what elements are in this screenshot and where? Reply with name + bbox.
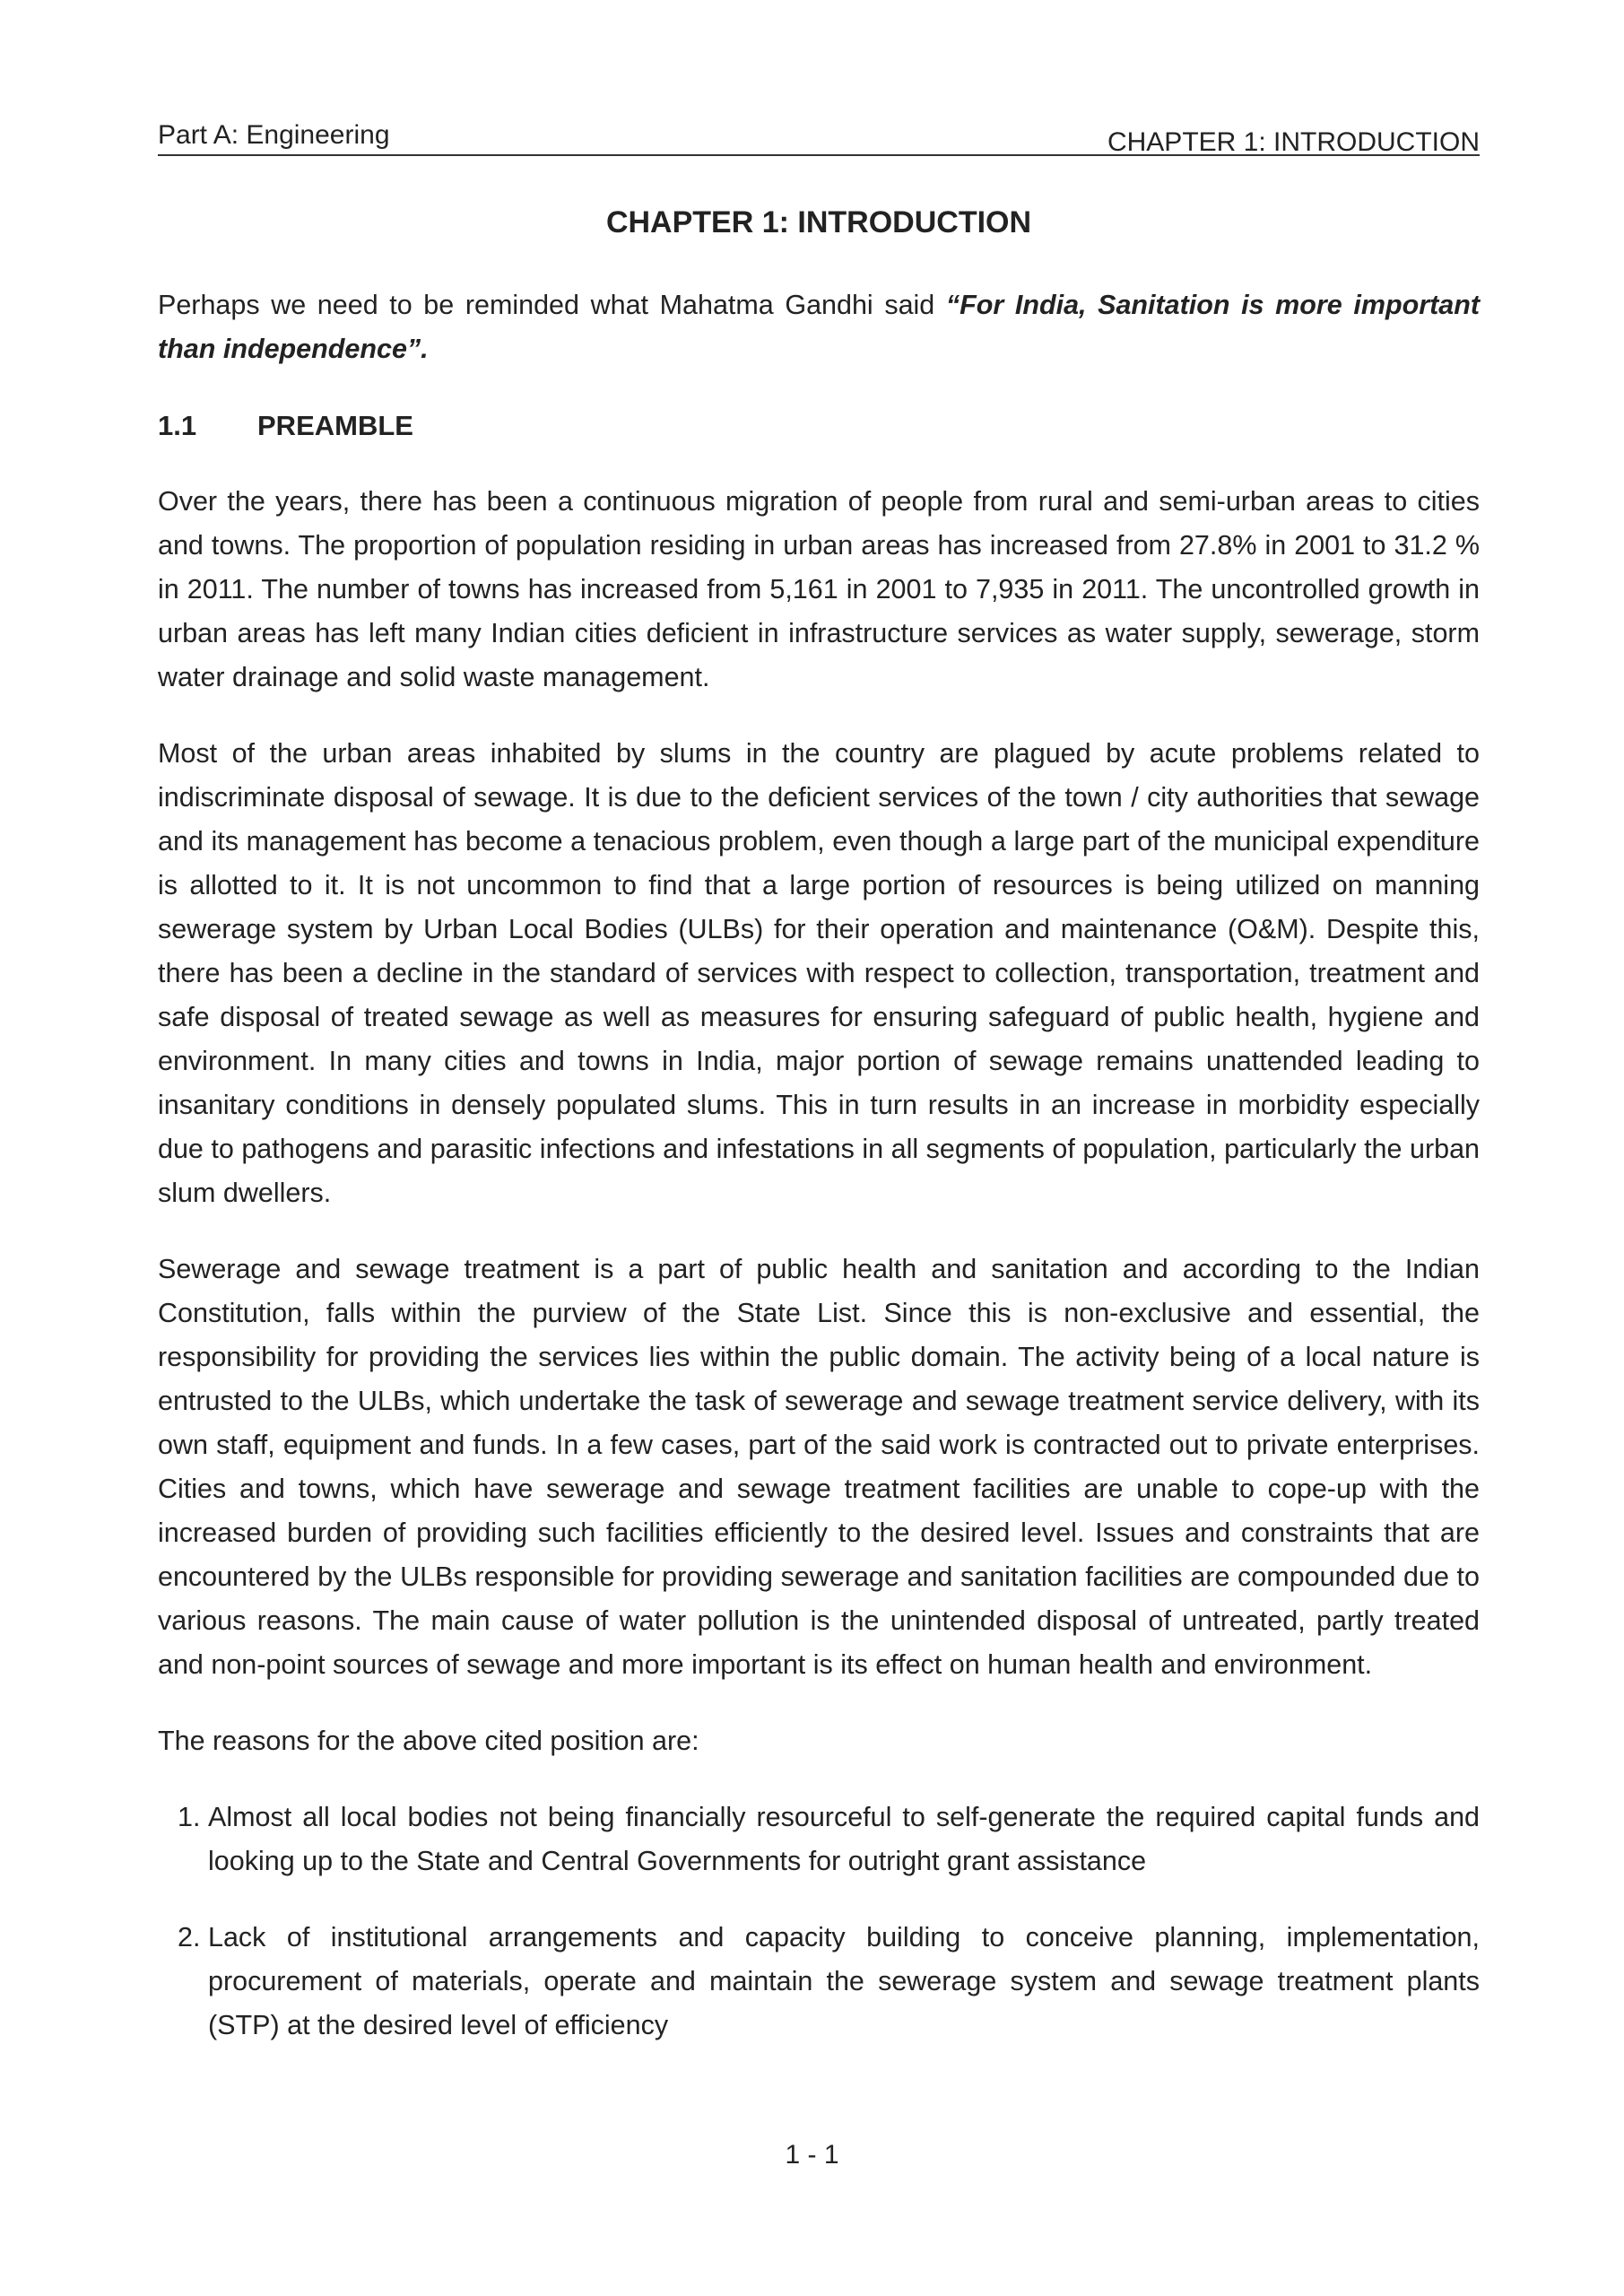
gandhi-quote: “For India, Sanitation is more important than independence”. — [158, 290, 1480, 364]
page-number: 1 - 1 — [785, 2140, 839, 2170]
list-marker: 2. — [178, 1922, 201, 1952]
intro-text: Perhaps we need to be reminded what Mahatma Gandhi said — [158, 290, 946, 320]
list-item-text: Lack of institutional arrangements and capacity building to conceive planning, implementation, procurement of materials, operate and maintain the sewerage system and sewage treatment plants (STP) at the desired level of efficiency — [208, 1922, 1480, 2040]
paragraph: Most of the urban areas inhabited by slums in the country are plagued by acute problems related to indiscriminate disposal of sewage. It is due to the deficient services of the town / city authorities that sewage and its management has become a tenacious problem, even though a large part of the municipal expenditure is allotted to it. It is not uncommon to find that a large portion of resources is being utilized on manning sewerage system by Urban Local Bodies (ULBs) for their operation and maintenance (O&M). Despite this, there has been a decline in the standard of services with respect to collection, transportation, treatment and safe disposal of treated sewage as well as measures for ensuring safeguard of public health, hygiene and environment. In many cities and towns in India, major portion of sewage remains unattended leading to insanitary conditions in densely populated slums. This in turn results in an increase in morbidity especially due to pathogens and parasitic infections and infestations in all segments of population, particularly the urban slum dwellers. — [158, 738, 1480, 1208]
list-item — [158, 1916, 1480, 2048]
section-title: PREAMBLE — [257, 410, 413, 441]
paragraph-list-intro: The reasons for the above cited position are: — [158, 1726, 699, 1756]
intro-paragraph — [158, 283, 1480, 371]
chapter-title: CHAPTER 1: INTRODUCTION — [605, 205, 1032, 239]
header-part-label: Part A: Engineering — [158, 120, 390, 150]
running-header — [158, 117, 1480, 156]
paragraph: Sewerage and sewage treatment is a part of public health and sanitation and according to the Indian Constitution, falls within the purview of the State List. Since this is non-exclusive and essential, the responsibility for providing the services lies within the public domain. The activity being of a local nature is entrusted to the ULBs, which undertake the task of sewerage and sewage treatment service delivery, with its own staff, equipment and funds. In a few cases, part of the said work is contracted out to private enterprises. Cities and towns, which have sewerage and sewage treatment facilities are unable to cope-up with the increased burden of providing such facilities efficiently to the desired level. Issues and constraints that are encountered by the ULBs responsible for providing sewerage and sanitation facilities are compounded due to various reasons. The main cause of water pollution is the unintended disposal of untreated, partly treated and non-point sources of sewage and more important is its effect on human health and environment. — [158, 1254, 1480, 1680]
document-body — [158, 283, 1480, 2080]
list-item — [158, 1796, 1480, 1883]
list-item-text: Almost all local bodies not being financially resourceful to self-generate the required capital funds and looking up to the State and Central Governments for outright grant assistance — [208, 1802, 1480, 1876]
list-marker: 1. — [178, 1802, 201, 1832]
paragraph: Over the years, there has been a continuous migration of people from rural and semi-urban areas to cities and towns. The proportion of population residing in urban areas has increased from 27.8% in 2001 to 31.2 % in 2011. The number of towns has increased from 5,161 in 2001 to 7,935 in 2011. The uncontrolled growth in urban areas has left many Indian cities deficient in infrastructure services as water supply, sewerage, storm water drainage and solid waste management. — [158, 486, 1480, 692]
reasons-list — [158, 1796, 1480, 2048]
section-number: 1.1 — [158, 410, 197, 441]
header-chapter-label: CHAPTER 1: INTRODUCTION — [1107, 127, 1480, 157]
section-heading — [158, 404, 1480, 448]
